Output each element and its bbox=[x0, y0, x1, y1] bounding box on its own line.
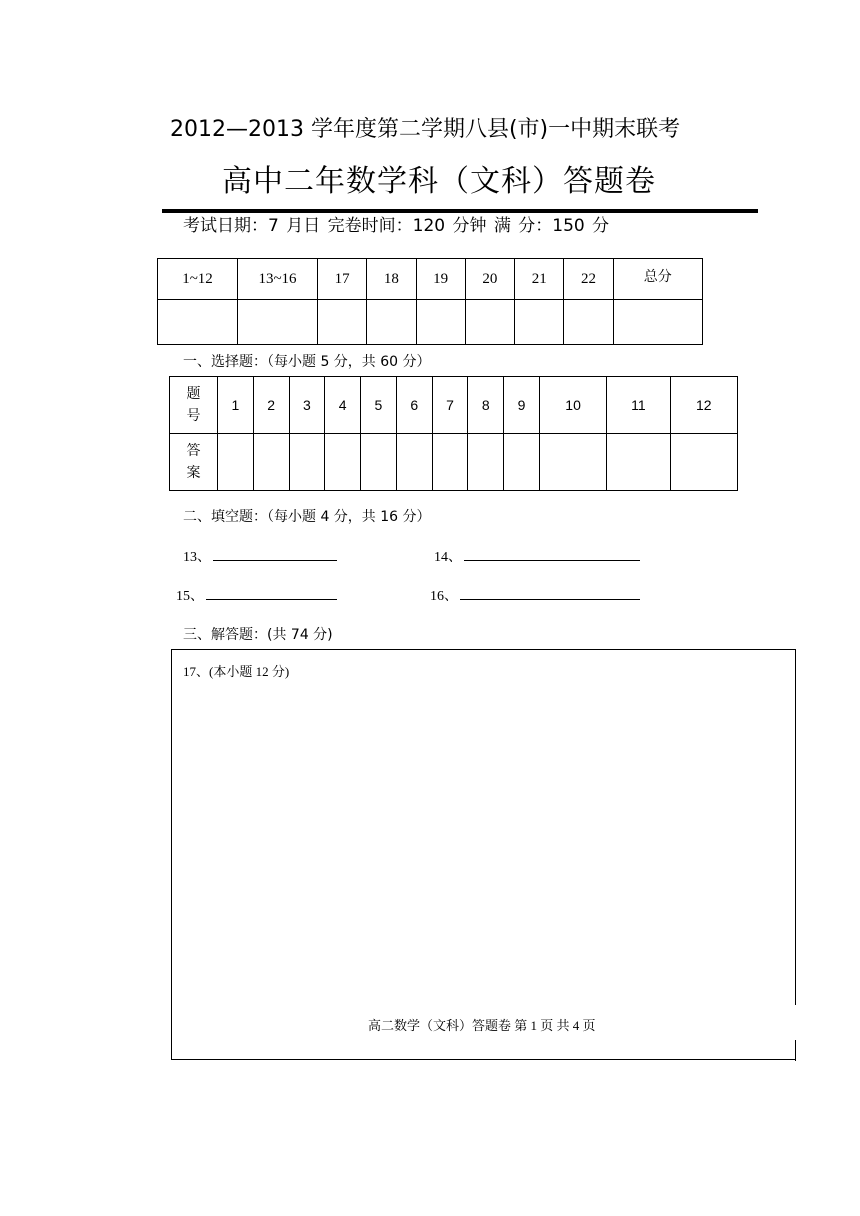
question-number-cell: 4 bbox=[325, 377, 361, 434]
answer-cell[interactable] bbox=[361, 434, 397, 491]
blank-label: 14、 bbox=[434, 550, 462, 565]
answer-box-border bbox=[795, 649, 796, 1005]
blank-line[interactable] bbox=[213, 546, 337, 561]
answer-cell[interactable] bbox=[468, 434, 504, 491]
question-number-cell: 5 bbox=[361, 377, 397, 434]
question-number-cell: 3 bbox=[289, 377, 325, 434]
page-footer: 高二数学（文科）答题卷 第 1 页 共 4 页 bbox=[368, 1018, 596, 1033]
question-number-cell: 7 bbox=[432, 377, 468, 434]
score-entry-cell[interactable] bbox=[367, 300, 416, 345]
blank-label: 13、 bbox=[183, 550, 211, 565]
exam-title-line1: 2012—2013 学年度第二学期八县(市)一中期末联考 bbox=[170, 117, 681, 142]
blank-line[interactable] bbox=[206, 585, 337, 600]
fill-blank-13 bbox=[183, 546, 337, 566]
choice-answer-table bbox=[169, 376, 738, 491]
answer-cell[interactable] bbox=[539, 434, 606, 491]
answer-cell[interactable] bbox=[289, 434, 325, 491]
answer-box-border bbox=[795, 1040, 796, 1061]
score-entry-cell[interactable] bbox=[564, 300, 613, 345]
score-header-cell: 13~16 bbox=[238, 259, 318, 300]
row-label-text: 答 案 bbox=[186, 443, 201, 481]
question-number-cell: 2 bbox=[253, 377, 289, 434]
question-number-cell: 6 bbox=[396, 377, 432, 434]
choice-number-row bbox=[170, 377, 738, 434]
question-number-cell: 1 bbox=[218, 377, 254, 434]
score-entry-cell[interactable] bbox=[515, 300, 564, 345]
question-number-cell: 8 bbox=[468, 377, 504, 434]
answer-box-17[interactable] bbox=[171, 649, 795, 1060]
score-header-cell: 17 bbox=[318, 259, 367, 300]
question-17-label: 17、(本小题 12 分) bbox=[183, 664, 290, 679]
answer-cell[interactable] bbox=[504, 434, 540, 491]
score-entry-cell[interactable] bbox=[318, 300, 367, 345]
section2-title: 二、填空题：（每小题 4 分，共 16 分） bbox=[183, 509, 431, 525]
row-label-text: 题 号 bbox=[186, 386, 201, 424]
blank-label: 16、 bbox=[430, 589, 458, 604]
row-label-answer bbox=[170, 434, 218, 491]
score-header-cell: 22 bbox=[564, 259, 613, 300]
answer-cell[interactable] bbox=[218, 434, 254, 491]
blank-line[interactable] bbox=[460, 585, 640, 600]
section3-title: 三、解答题：(共 74 分) bbox=[183, 627, 333, 643]
answer-cell[interactable] bbox=[396, 434, 432, 491]
score-entry-cell[interactable] bbox=[613, 300, 702, 345]
exam-info: 考试日期：7 月日 完卷时间：120 分钟 满 分：150 分 bbox=[183, 216, 610, 236]
section1-title: 一、选择题：（每小题 5 分，共 60 分） bbox=[183, 354, 431, 370]
blank-label: 15、 bbox=[176, 589, 204, 604]
score-header-cell: 18 bbox=[367, 259, 416, 300]
score-entry-row bbox=[158, 300, 703, 345]
blank-line[interactable] bbox=[464, 546, 640, 561]
score-header-cell: 20 bbox=[465, 259, 514, 300]
question-number-cell: 10 bbox=[539, 377, 606, 434]
answer-cell[interactable] bbox=[432, 434, 468, 491]
score-entry-cell[interactable] bbox=[416, 300, 465, 345]
score-entry-cell[interactable] bbox=[238, 300, 318, 345]
score-header-row bbox=[158, 259, 703, 300]
exam-title-line2: 高中二年数学科（文科）答题卷 bbox=[222, 164, 656, 199]
question-number-cell: 9 bbox=[504, 377, 540, 434]
score-header-total: 总分 bbox=[613, 259, 702, 300]
answer-cell[interactable] bbox=[607, 434, 670, 491]
score-entry-cell[interactable] bbox=[465, 300, 514, 345]
score-header-cell: 19 bbox=[416, 259, 465, 300]
answer-cell[interactable] bbox=[253, 434, 289, 491]
score-header-cell: 1~12 bbox=[158, 259, 238, 300]
score-table bbox=[157, 258, 703, 345]
score-entry-cell[interactable] bbox=[158, 300, 238, 345]
fill-blank-16 bbox=[430, 585, 640, 605]
answer-cell[interactable] bbox=[325, 434, 361, 491]
fill-blank-15 bbox=[176, 585, 337, 605]
question-number-cell: 12 bbox=[670, 377, 737, 434]
answer-cell[interactable] bbox=[670, 434, 737, 491]
score-header-cell: 21 bbox=[515, 259, 564, 300]
choice-answer-row bbox=[170, 434, 738, 491]
question-number-cell: 11 bbox=[607, 377, 670, 434]
fill-blank-14 bbox=[434, 546, 640, 566]
row-label-number bbox=[170, 377, 218, 434]
